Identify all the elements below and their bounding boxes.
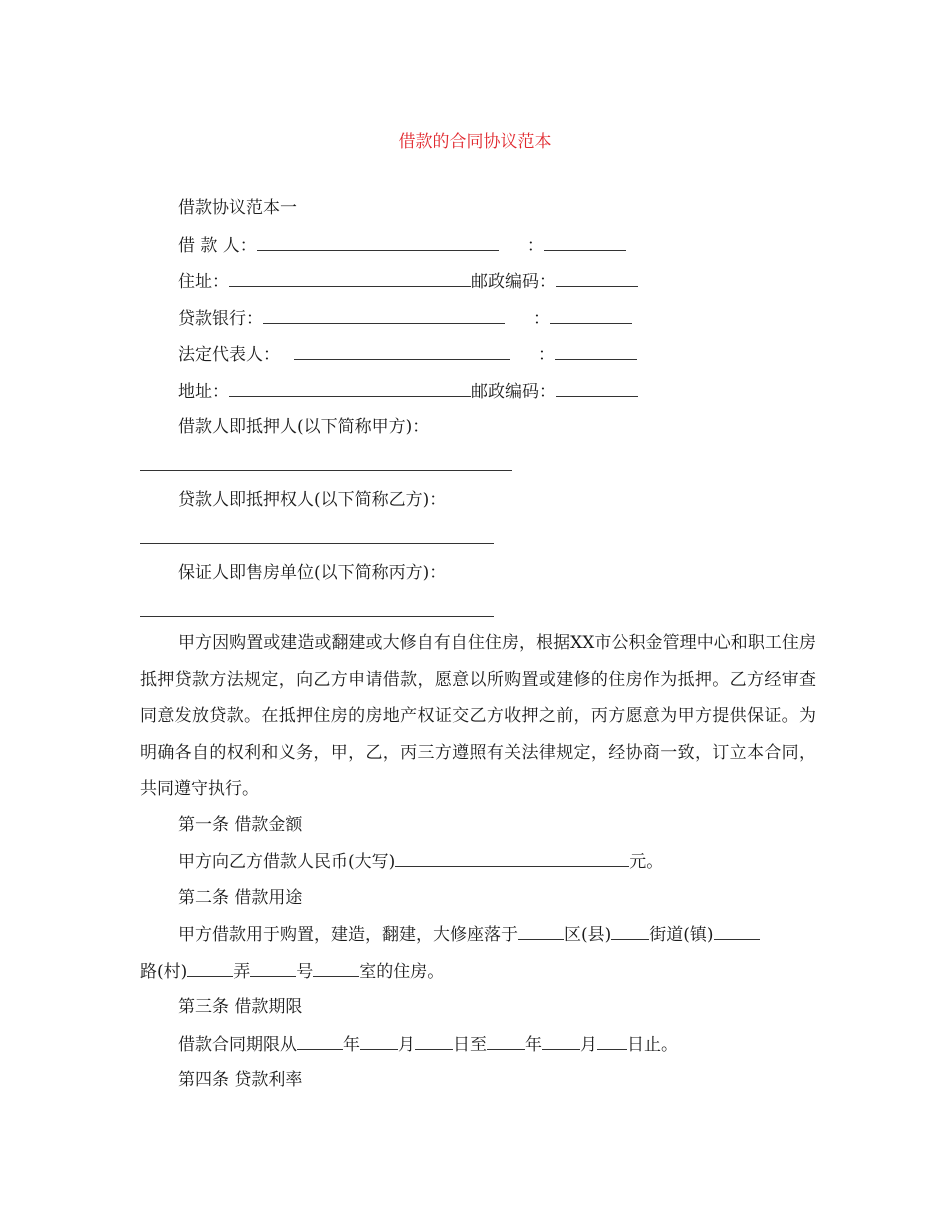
start-year-blank (297, 1034, 343, 1050)
number-label: 号 (296, 962, 314, 982)
article3-title: 第三条 借款期限 (178, 997, 303, 1017)
colon-label: ： (533, 309, 550, 329)
party-c-label: 保证人即售房单位(以下简称丙方)： (178, 563, 447, 583)
article1-text-a: 甲方向乙方借款人民币(大写) (178, 852, 396, 872)
number-blank (250, 961, 296, 977)
end-year-blank (487, 1034, 525, 1050)
article2-title: 第二条 借款用途 (178, 888, 303, 908)
colon-label: ： (526, 236, 544, 256)
lane-label: 弄 (233, 962, 251, 982)
article2-text-a: 甲方借款用于购置，建造，翻建，大修座落于 (178, 925, 518, 945)
colon-label: ： (538, 345, 555, 365)
legal-rep-extra-blank (555, 344, 637, 360)
year-label: 年 (343, 1035, 360, 1055)
month-label: 月 (398, 1035, 415, 1055)
article1-title: 第一条 借款金额 (178, 815, 303, 835)
address-blank (229, 271, 471, 287)
day-end-label: 日止。 (627, 1035, 678, 1055)
party-c-blank (140, 616, 494, 617)
lane-blank (187, 961, 233, 977)
end-day-blank (597, 1034, 627, 1050)
party-b-label: 贷款人即抵押权人(以下简称乙方)： (178, 490, 447, 510)
borrower-label: 借 款 人： (178, 236, 257, 256)
article3-text (178, 1034, 678, 1055)
document-title: 借款的合同协议范本 (398, 132, 552, 152)
article1-text (178, 851, 663, 872)
postcode-label: 邮政编码： (471, 272, 556, 292)
road-blank (714, 924, 760, 940)
party-a-blank (140, 470, 512, 471)
section-heading: 借款协议范本一 (178, 198, 297, 218)
borrower-row (178, 235, 626, 256)
street-label: 街道(镇) (649, 925, 714, 945)
legal-rep-label: 法定代表人： (178, 345, 280, 365)
article1-text-b: 元。 (629, 852, 664, 872)
lender-bank-label: 贷款银行： (178, 309, 263, 329)
borrower-extra-blank (544, 235, 626, 251)
address2-blank (229, 381, 471, 397)
year-label: 年 (525, 1035, 542, 1055)
room-suffix: 室的住房。 (359, 962, 445, 982)
amount-blank (395, 851, 629, 867)
lender-bank-extra-blank (550, 308, 632, 324)
postcode-blank (556, 271, 638, 287)
street-blank (611, 924, 649, 940)
district-blank (518, 924, 564, 940)
address2-label: 地址： (178, 382, 229, 402)
road-label: 路(村) (140, 962, 188, 982)
end-month-blank (542, 1034, 580, 1050)
borrower-blank (257, 235, 499, 251)
lender-bank-blank (263, 308, 505, 324)
room-blank (313, 961, 359, 977)
start-month-blank (360, 1034, 398, 1050)
postcode2-blank (556, 381, 638, 397)
day-to-label: 日至 (453, 1035, 487, 1055)
article4-title: 第四条 贷款利率 (178, 1070, 303, 1090)
start-day-blank (415, 1034, 453, 1050)
party-b-blank (140, 543, 494, 544)
legal-rep-row (178, 344, 637, 365)
article2-text-line1 (178, 924, 760, 945)
address2-row (178, 381, 638, 402)
postcode-label: 邮政编码： (471, 382, 556, 402)
district-label: 区(县) (564, 925, 612, 945)
month-label: 月 (580, 1035, 597, 1055)
lender-bank-row (178, 308, 632, 329)
address-row (178, 271, 638, 292)
address-label: 住址： (178, 272, 229, 292)
article2-text-line2 (140, 961, 444, 982)
party-a-label: 借款人即抵押人(以下简称甲方)： (178, 417, 430, 437)
article3-text-a: 借款合同期限从 (178, 1035, 297, 1055)
legal-rep-blank (294, 344, 510, 360)
intro-paragraph: 甲方因购置或建造或翻建或大修自有自住住房，根据XX市公积金管理中心和职工住房抵押贷款方法规定，向乙方申请借款，愿意以所购置或建修的住房作为抵押。乙方经审查同意发放贷款。在抵押住房的房地产权证交乙方收押之前，丙方愿意为甲方提供保证。为明确各自的权利和义务，甲，乙，丙三方遵照有关法律规定，经协商一致，订立本合同，共同遵守执行。 (140, 633, 816, 799)
